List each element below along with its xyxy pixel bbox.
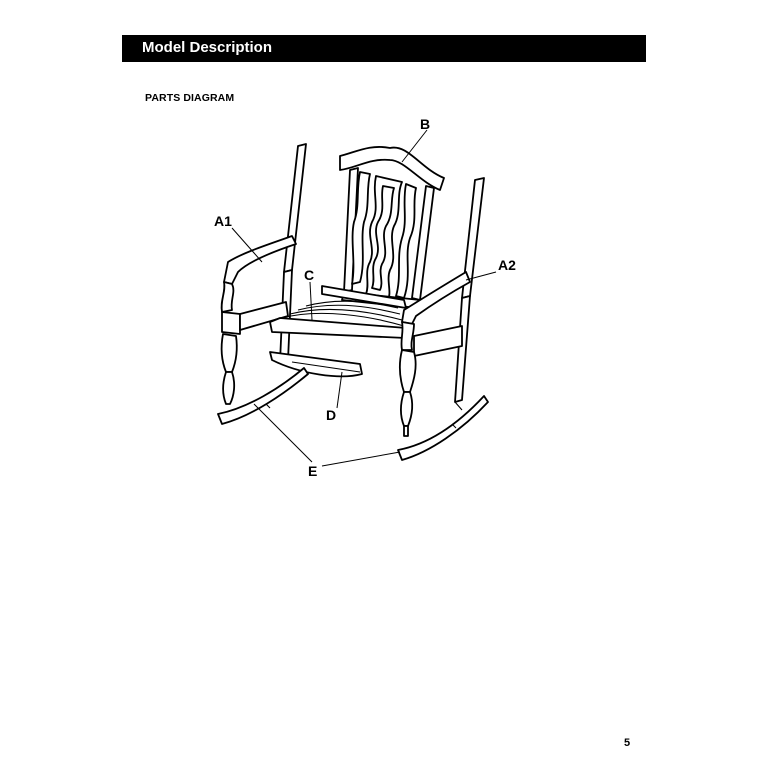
callout-c: C bbox=[304, 267, 315, 283]
back-post-right bbox=[455, 178, 484, 410]
backrest bbox=[340, 147, 444, 308]
section-heading: PARTS DIAGRAM bbox=[145, 92, 235, 104]
callout-a2: A2 bbox=[498, 257, 516, 273]
callout-d: D bbox=[326, 407, 337, 423]
page-title: Model Description bbox=[142, 39, 273, 56]
callout-a1: A1 bbox=[214, 213, 232, 229]
page-number: 5 bbox=[624, 737, 631, 749]
callout-e: E bbox=[308, 463, 318, 479]
front-apron bbox=[270, 352, 362, 376]
callout-b: B bbox=[420, 116, 431, 132]
